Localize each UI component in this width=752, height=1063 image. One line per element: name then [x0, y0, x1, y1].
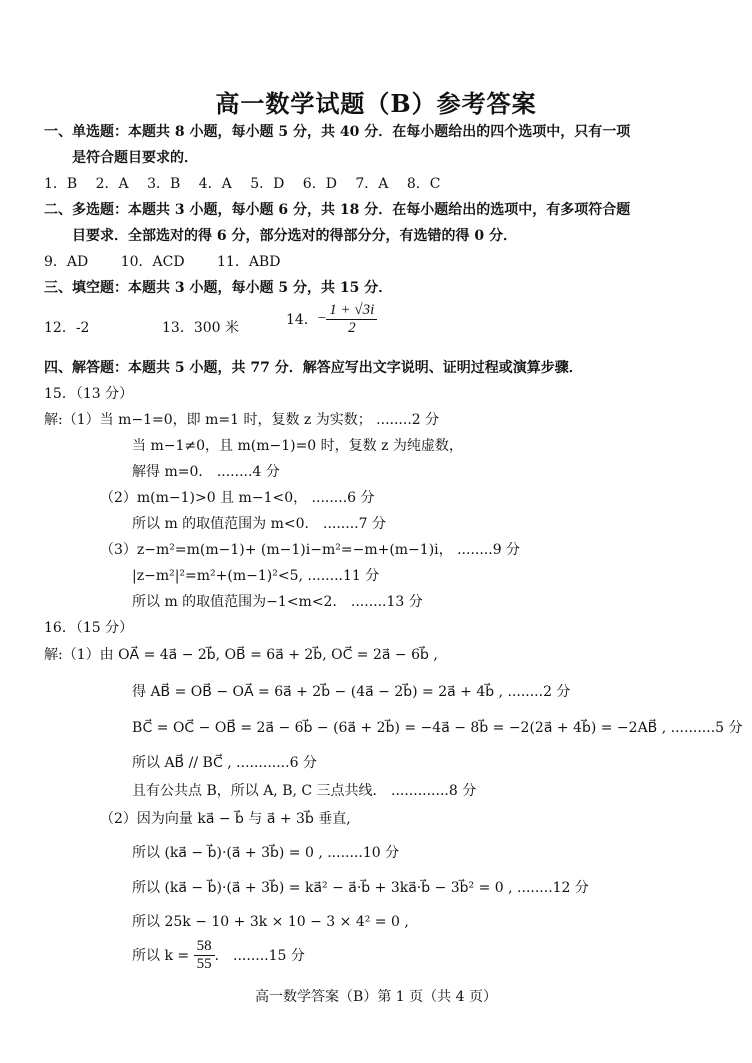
q16-line-8: 所以 (ka⃗ − b⃗)·(a⃗ + 3b⃗) = ka⃗² − a⃗·b⃗ + 3ka⃗·b⃗ − 3b⃗² = 0 , ........12 分: [132, 880, 589, 896]
q16-line-9: 所以 25k − 10 + 3k × 10 − 3 × 4² = 0 ,: [132, 914, 409, 930]
section-2-heading: 二、多选题：本题共 3 小题，每小题 6 分，共 18 分．在每小题给出的选项中，有多项符合题: [44, 202, 631, 218]
answer-14-numerator: 1 + √3i: [326, 302, 377, 320]
section-3-heading: 三、填空题：本题共 3 小题，每小题 5 分，共 15 分．: [44, 280, 393, 296]
answer-14-fraction: [326, 302, 377, 336]
q16-line-10-suffix: ． ........15 分: [214, 948, 305, 964]
q15-line-4: （2）m(m−1)>0 且 m−1<0， ........6 分: [100, 490, 375, 506]
q16-line-1: 解:（1）由 OA⃗ = 4a⃗ − 2b⃗, OB⃗ = 6a⃗ + 2b⃗, OC⃗ = 2a⃗ − 6b⃗ ,: [44, 647, 438, 663]
q15-line-8: 所以 m 的取值范围为−1<m<2． ........13 分: [132, 594, 423, 610]
q16-k-denominator: 55: [196, 955, 212, 972]
section-4-heading: 四、解答题：本题共 5 小题，共 77 分．解答应写出文字说明、证明过程或演算步骤．: [44, 360, 583, 376]
q15-line-7: |z−m²|²=m²+(m−1)²<5, ........11 分: [132, 568, 380, 584]
section-2-answers: 9．AD 10．ACD 11．ABD: [44, 254, 281, 270]
q16-k-fraction: [194, 938, 215, 972]
page-footer: 高一数学答案（B）第 1 页（共 4 页）: [255, 989, 497, 1005]
q15-line-1: 解:（1）当 m−1=0，即 m=1 时，复数 z 为实数； ........2 分: [44, 412, 440, 428]
q16-line-3: BC⃗ = OC⃗ − OB⃗ = 2a⃗ − 6b⃗ − (6a⃗ + 2b⃗) = −4a⃗ − 8b⃗ = −2(2a⃗ + 4b⃗) = −2AB⃗ , ..........5 分: [132, 720, 743, 736]
answer-14-denominator: 2: [348, 319, 356, 336]
answer-14-label: 14．: [286, 312, 318, 328]
section-1-answers: 1．B 2．A 3．B 4．A 5．D 6．D 7．A 8．C: [44, 176, 441, 192]
q15-line-3: 解得 m=0． ........4 分: [132, 464, 280, 480]
q16-label: 16．（15 分）: [44, 620, 134, 636]
page-title: 高一数学试题（B）参考答案: [215, 89, 537, 118]
section-1-heading: 一、单选题：本题共 8 小题，每小题 5 分，共 40 分．在每小题给出的四个选项中，只有一项: [44, 124, 631, 140]
q16-line-4: 所以 AB⃗ // BC⃗ , ............6 分: [132, 755, 317, 771]
answer-14: [286, 302, 377, 336]
q16-line-10: [132, 938, 305, 972]
q15-label: 15．（13 分）: [44, 386, 134, 402]
q16-line-6: （2）因为向量 ka⃗ − b⃗ 与 a⃗ + 3b⃗ 垂直,: [100, 811, 351, 827]
q15-line-5: 所以 m 的取值范围为 m<0． ........7 分: [132, 516, 386, 532]
q16-k-numerator: 58: [194, 938, 215, 956]
q16-line-2: 得 AB⃗ = OB⃗ − OA⃗ = 6a⃗ + 2b⃗ − (4a⃗ − 2b⃗) = 2a⃗ + 4b⃗ , ........2 分: [132, 684, 571, 700]
q15-line-2: 当 m−1≠0，且 m(m−1)=0 时，复数 z 为纯虚数，: [132, 438, 463, 454]
q15-line-6: （3）z−m²=m(m−1)+ (m−1)i−m²=−m+(m−1)i， ........9 分: [100, 542, 521, 558]
section-1-heading-cont: 是符合题目要求的．: [72, 150, 198, 166]
answer-14-sign: −: [317, 310, 327, 327]
answer-12: 12．-2: [44, 320, 90, 336]
q16-line-7: 所以 (ka⃗ − b⃗)·(a⃗ + 3b⃗) = 0 , ........10 分: [132, 845, 400, 861]
section-2-heading-cont: 目要求．全部选对的得 6 分，部分选对的得部分分，有选错的得 0 分．: [72, 228, 517, 244]
answer-13: 13．300 米: [162, 320, 239, 336]
q16-line-5: 且有公共点 B，所以 A, B, C 三点共线． .............8 分: [132, 783, 477, 799]
q16-line-10-prefix: 所以 k =: [132, 948, 194, 964]
